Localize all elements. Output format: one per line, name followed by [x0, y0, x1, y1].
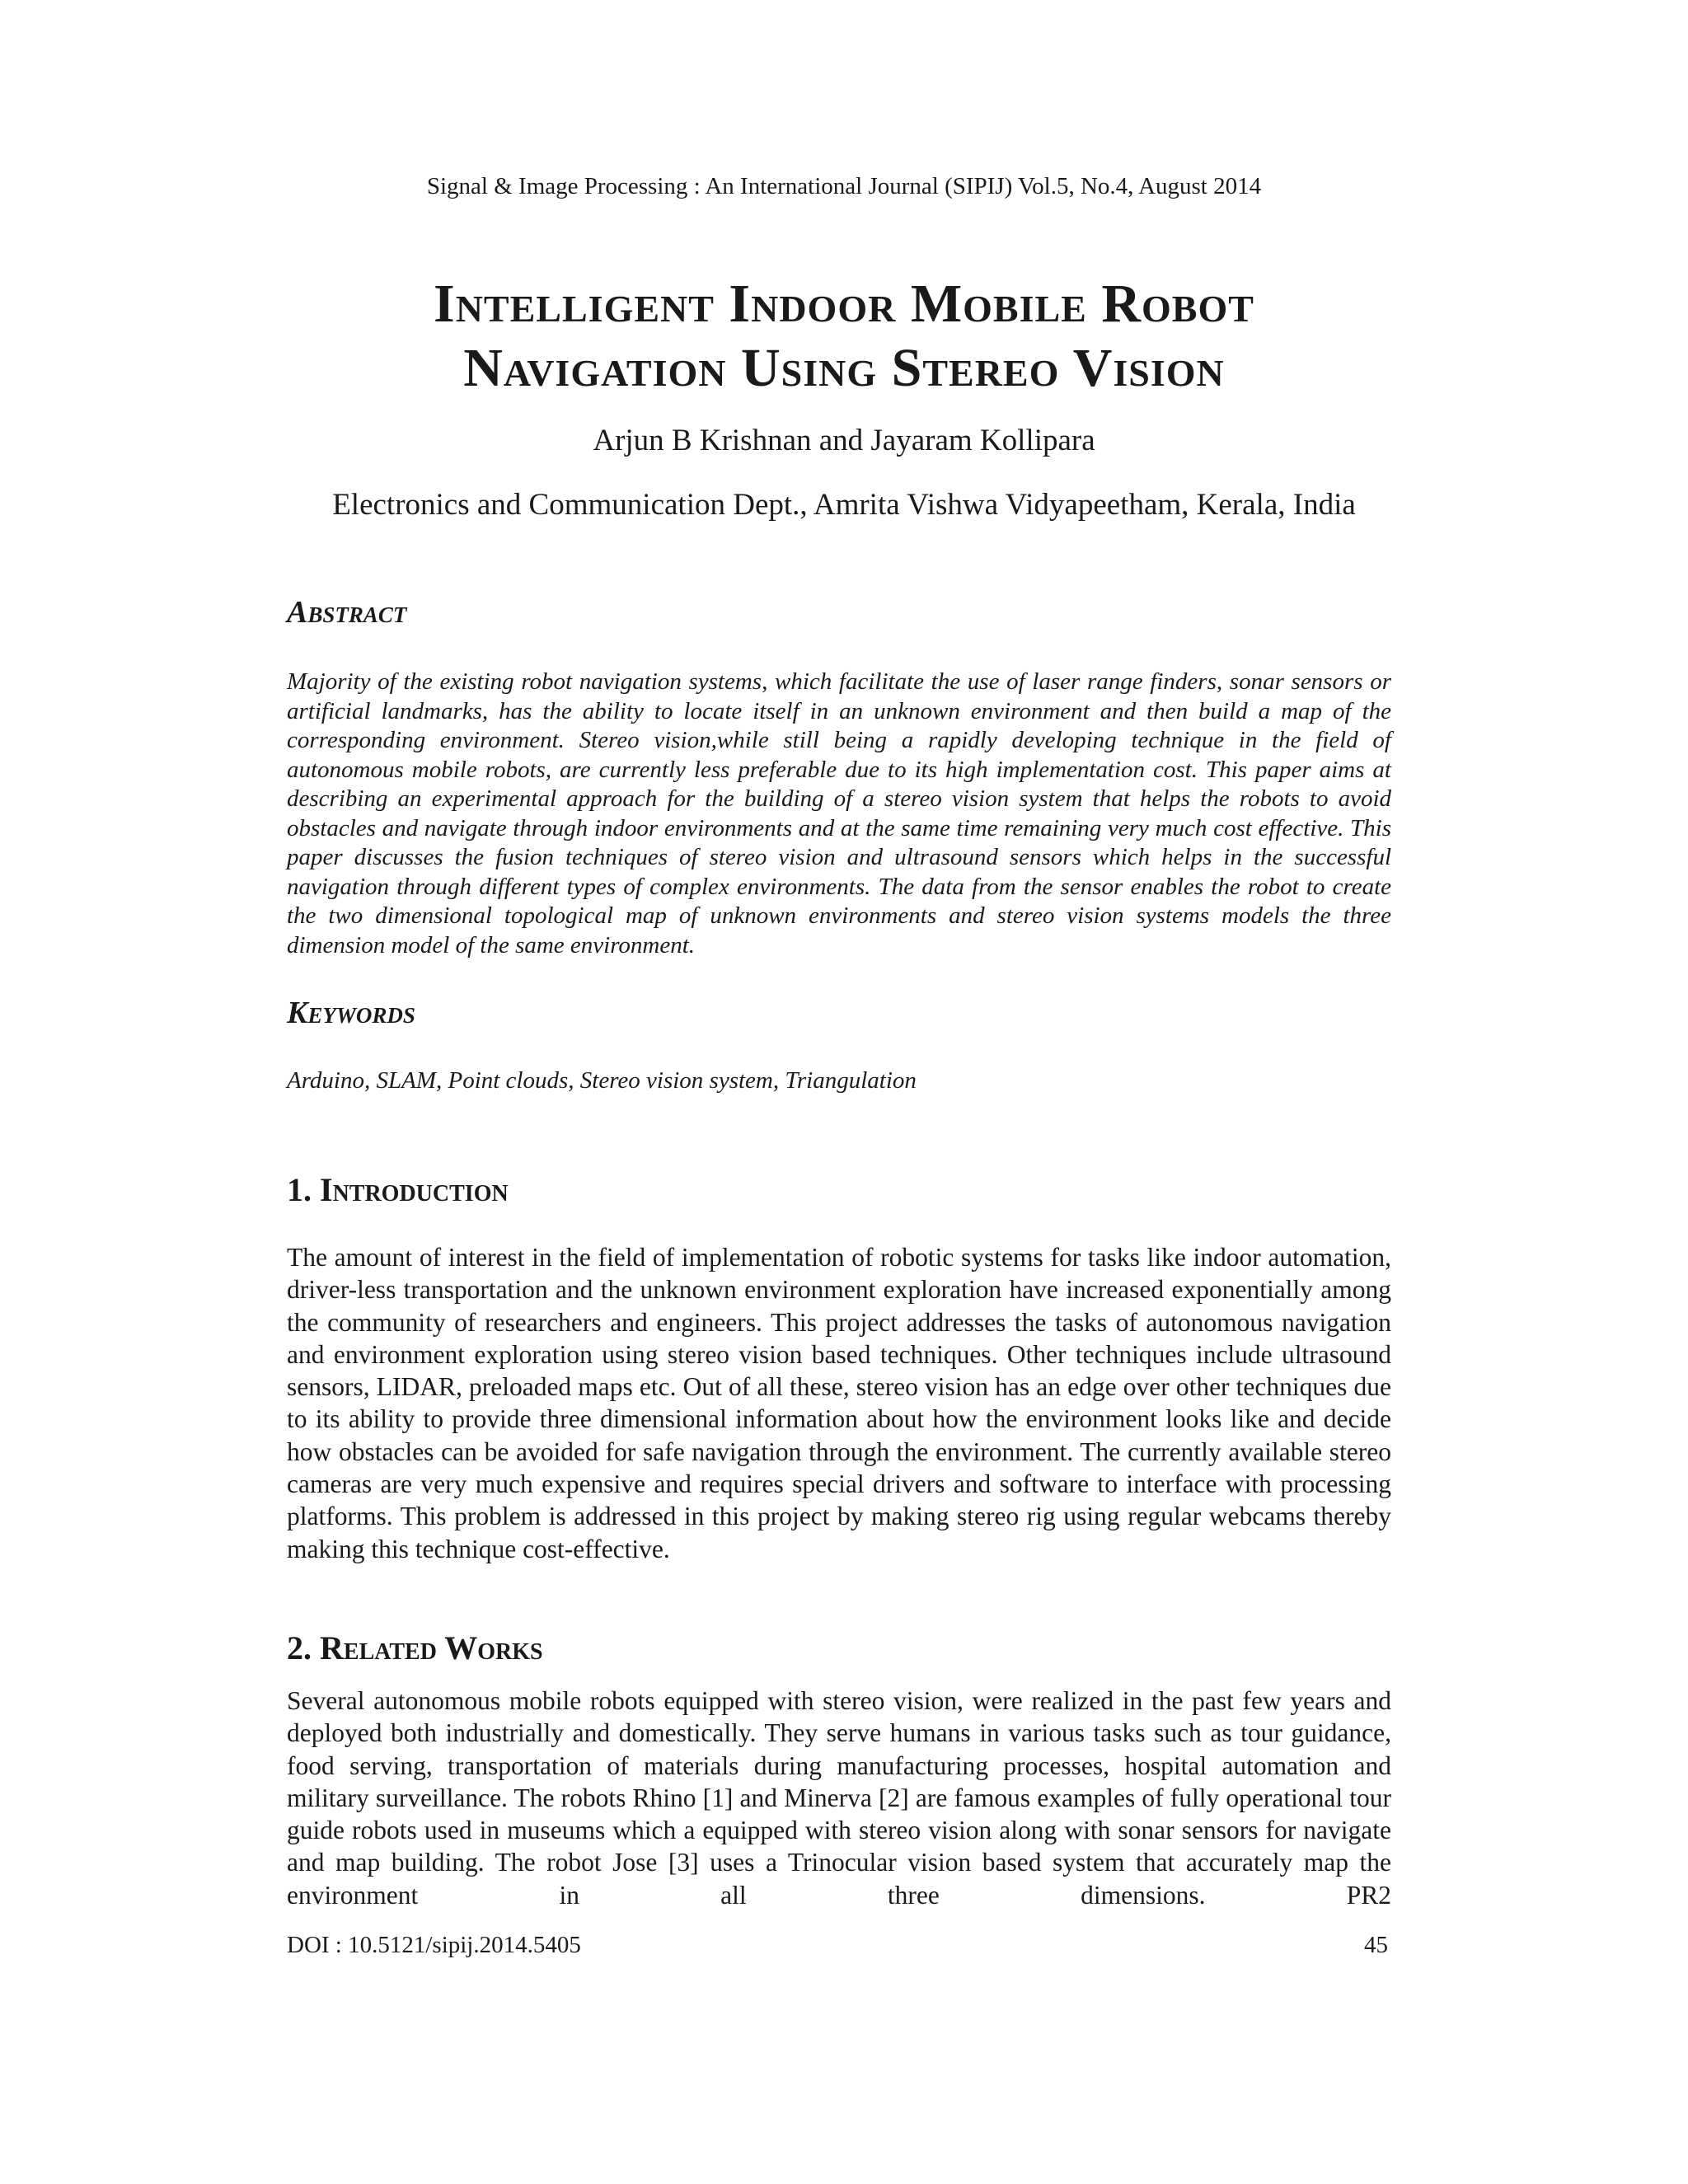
introduction-text: The amount of interest in the field of implementation of robotic systems for tasks like indoor automation, driver-less transportation and the unknown environment exploration have increased exponentially among the community of researchers and engineers. This project addresses the tasks of autonomous navigation and environment exploration using stereo vision based techniques. Other techniques include ultrasound sensors, LIDAR, preloaded maps etc. Out of all these, stereo vision has an edge over other techniques due to its ability to provide three dimensional information about how the environment looks like and decide how obstacles can be avoided for safe navigation through the environment. The currently available stereo cameras are very much expensive and requires special drivers and software to interface with processing platforms. This problem is addressed in this project by making stereo rig using regular webcams thereby making this technique cost-effective. [287, 1243, 1391, 1563]
authors: Arjun B Krishnan and Jayaram Kollipara [593, 424, 1095, 457]
section-heading-introduction: 1. Introduction [287, 1171, 509, 1208]
keywords-text: Arduino, SLAM, Point clouds, Stereo vision system, Triangulation [287, 1067, 917, 1094]
related-works-text: Several autonomous mobile robots equipped with stereo vision, were realized in the past few years and deployed both industrially and domestically. They serve humans in various tasks such as tour guidance, food serving, transportation of materials during manufacturing processes, hospital automation and military surveillance. The robots Rhino [1] and Minerva [2] are famous examples of fully operational tour guide robots used in museums which a equipped with stereo vision along with sonar sensors for navigate and map building. The robot Jose [3] uses a Trinocular vision based system that accurately map the environment in all three dimensions. PR2 [287, 1686, 1391, 1910]
abstract-text: Majority of the existing robot navigation systems, which facilitate the use of laser range finders, sonar sensors or artificial landmarks, has the ability to locate itself in an unknown environment and then build a map of the corresponding environment. Stereo vision,while still being a rapidly developing technique in the field of autonomous mobile robots, are currently less preferable due to its high implementation cost. This paper aims at describing an experimental approach for the building of a stereo vision system that helps the robots to avoid obstacles and navigate through indoor environments and at the same time remaining very much cost effective. This paper discusses the fusion techniques of stereo vision and ultrasound sensors which helps in the successful navigation through different types of complex environments. The data from the sensor enables the robot to create the two dimensional topological map of unknown environments and stereo vision systems models the three dimension model of the same environment. [287, 668, 1391, 958]
footer-doi: DOI : 10.5121/sipij.2014.5405 [287, 1932, 581, 1958]
keywords-heading: Keywords [287, 996, 415, 1030]
running-header: Signal & Image Processing : An International Journal (SIPIJ) Vol.5, No.4, August 2014 [426, 173, 1262, 199]
title-line-2: Navigation Using Stereo Vision [463, 338, 1225, 398]
page-number: 45 [1364, 1932, 1388, 1958]
affiliation: Electronics and Communication Dept., Amrita Vishwa Vidyapeetham, Kerala, India [332, 488, 1356, 522]
paper-title [0, 272, 1688, 401]
section-heading-related-works: 2. Related Works [287, 1629, 543, 1666]
abstract-heading: Abstract [287, 595, 407, 630]
title-line-1: Intelligent Indoor Mobile Robot [434, 274, 1254, 334]
